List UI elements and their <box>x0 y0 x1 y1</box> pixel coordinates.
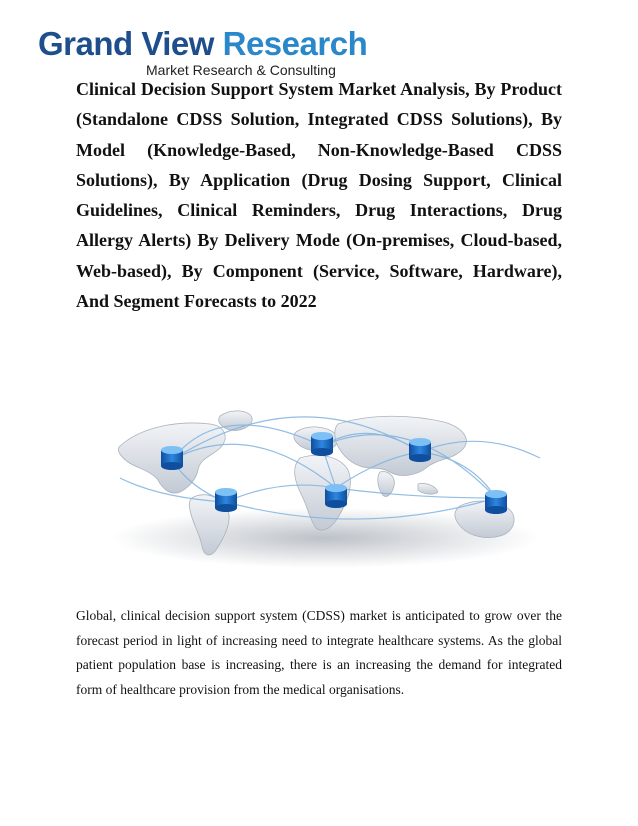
grand-view-research-logo <box>38 25 368 78</box>
logo-part2: Research <box>222 25 368 62</box>
document-body: Global, clinical decision support system (CDSS) market is anticipated to grow over the forecast period in light of increasing need to integrate healthcare systems. As the global patient population base is increasing, there is an increasing the demand for integrated form of healthcare provision from the medical organisations. <box>76 608 562 697</box>
logo-wordmark <box>38 25 368 62</box>
world-network-map-icon <box>100 388 550 568</box>
logo-tagline: Market Research & Consulting <box>146 62 336 78</box>
logo-part1: Grand View <box>38 25 214 62</box>
document-title: Clinical Decision Support System Market Analysis, By Product (Standalone CDSS Solution, Integrated CDSS Solutions), By Model (Knowledge-Based, Non-Knowledge-Based CDSS Solutions), By Application (Drug Dosing Support, Clinical Guidelines, Clinical Reminders, Drug Interactions, Drug Allergy Alerts) By Delivery Mode (On-premises, Cloud-based, Web-based), By Component (Service, Software, Hardware), And Segment Forecasts to 2022 <box>76 79 562 312</box>
